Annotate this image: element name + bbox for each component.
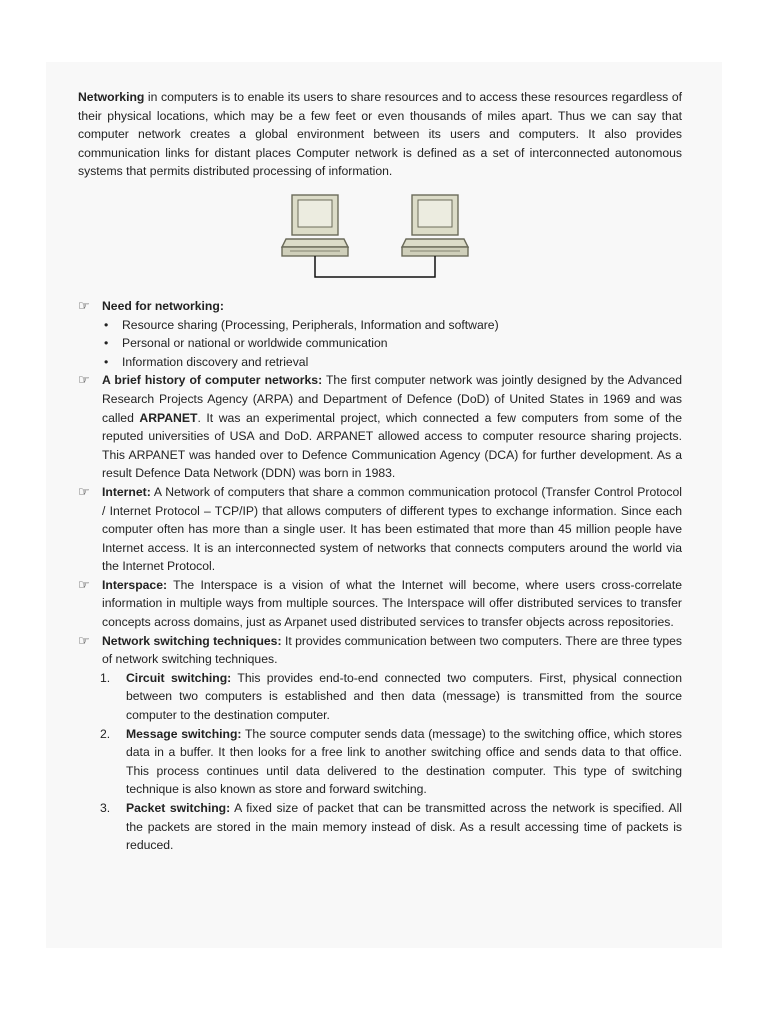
list-item: 1. Circuit switching: This provides end-to-end connected two computers. First, physical connection between two computers is established and then data (message) is transmitted from the source computer to the destination computer.: [100, 670, 682, 723]
document-page: [46, 62, 722, 948]
bullet-icon: •: [104, 354, 109, 369]
pointing-hand-icon: ☞: [78, 297, 90, 313]
history-section: ☞ A brief history of computer networks: The first computer network was jointly designed by the Advanced Research Projects Agency (ARPA) and Department of Defence (DoD) of United States in 1969 and was called ARPANET. It was an experimental project, which connected a few computers from some of the reputed universities of USA and DoD. ARPANET allowed access to computer resource sharing projects. This ARPANET was handed over to Defence Communication Agency (DCA) for further development. As a result Defence Data Network (DDN) was born in 1983.: [78, 372, 683, 481]
switching-heading: Network switching techniques:: [102, 633, 282, 648]
computer-icon-left: [282, 195, 348, 256]
network-diagram-svg: [78, 191, 682, 291]
bullet-icon: •: [104, 336, 109, 351]
switching-list: [78, 669, 682, 855]
network-diagram: [78, 191, 682, 291]
switching-section: ☞ Network switching techniques: It provides communication between two computers. There are three types of network switching techniques.: [78, 632, 682, 667]
pointing-hand-icon: ☞: [78, 483, 90, 499]
need-heading: Need for networking:: [102, 298, 224, 313]
need-section: [78, 297, 682, 316]
list-item: 2. Message switching: The source computer sends data (message) to the switching office, which stores data in a buffer. It then looks for a free link to another switching office and sends data to that office. This process continues until data delivered to the destination computer. This type of switching technique is also known as store and forward switching.: [100, 726, 683, 797]
arpanet-term: ARPANET: [139, 410, 198, 425]
list-item: • Resource sharing (Processing, Peripherals, Information and software): [100, 316, 682, 335]
need-list: [78, 316, 682, 372]
list-item: 3. Packet switching: A fixed size of packet that can be transmitted across the network is specified. All the packets are stored in the main memory instead of disk. As a result accessing time of packets is reduced.: [100, 801, 682, 853]
intro-paragraph: [78, 88, 682, 181]
interspace-heading: Interspace:: [102, 577, 168, 592]
pointing-hand-icon: ☞: [78, 632, 90, 648]
internet-section: ☞ Internet: A Network of computers that share a common communication protocol (Transfer Control Protocol / Internet Protocol – TCP/IP) that allows computers of different types to exchange information. Since each computer often has more than a single user. It has been estimated that more than 45 million people have Internet access. It is an interconnected system of networks that connects computers around the world via the Internet Protocol.: [78, 483, 682, 574]
pointing-hand-icon: ☞: [78, 372, 90, 388]
intro-text: in computers is to enable its users to share resources and to access these resources regardless of their physical locations, which may be a few feet or even thousands of miles apart. Thus we can say that computer network creates a global environment between its users and computers. It also provides communication links for distant places Computer network is defined as a set of interconnected autonomous systems that permits distributed processing of information.: [78, 90, 682, 179]
history-heading: A brief history of computer networks:: [102, 373, 323, 388]
list-item: • Information discovery and retrieval: [100, 353, 682, 372]
list-item: • Personal or national or worldwide communication: [100, 334, 682, 353]
internet-heading: Internet:: [102, 484, 151, 499]
pointing-hand-icon: ☞: [78, 576, 90, 592]
document-content: [78, 88, 682, 855]
computer-icon-right: [402, 195, 468, 256]
bullet-icon: •: [104, 317, 109, 332]
network-link: [315, 256, 435, 277]
interspace-section: ☞ Interspace: The Interspace is a vision of what the Internet will become, where users cross-correlate information in multiple ways from multiple sources. The Interspace will offer distributed services to transfer concepts across domains, just as Arpanet used distributed services to transfer objects across repositories.: [78, 576, 682, 630]
intro-term: Networking: [78, 90, 145, 104]
